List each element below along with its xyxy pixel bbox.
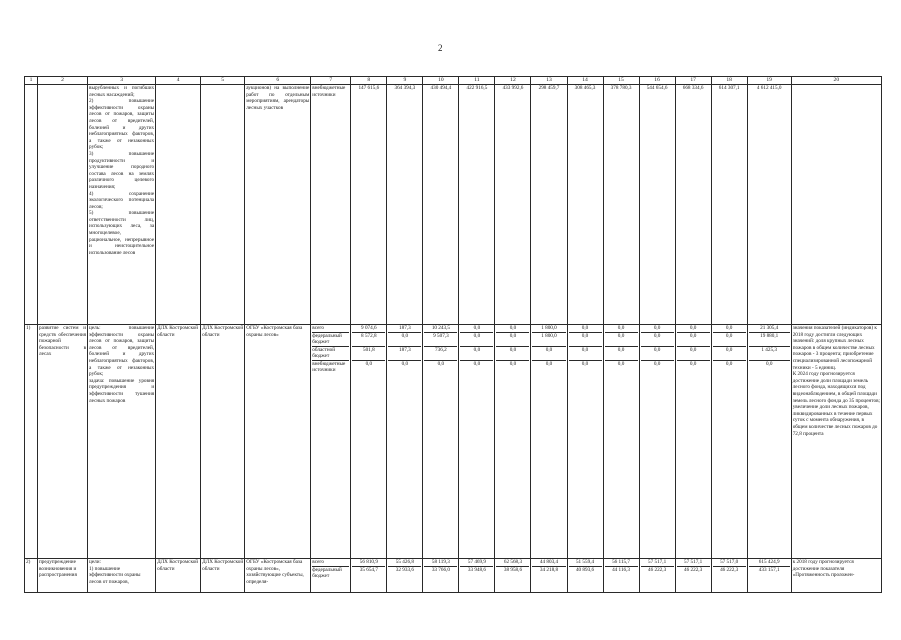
amount-cell [567,325,603,559]
amount-cell [423,559,459,593]
amount-value: 0,0 [605,347,638,361]
column-number: 9 [387,77,423,85]
column-number: 1 [25,77,38,85]
amount-value: 0,0 [569,333,602,347]
goals-tasks: вырубленных и погибших лесных насаждений; 2) повышение эффективности охраны лесов от пожаров, защиты лесов от вредителей, болезней и других неблагоприятных факторов, а также от незаконных рубок; 3) повышение продуктивности и улучшение породного состава лесов на землях различного целевого назначения; 4) сохранение экологического потенциала лесов; 5) повышение ответственности лиц, использующих леса, за многоцелевое, рациональное, непрерывное и неистощительное использование лесов [88,85,156,325]
column-number: 20 [791,77,881,85]
funding-source: внебюджетные источники [312,360,346,374]
amount-value: 0,0 [653,360,661,367]
amount-value: 1 800,0 [532,325,565,333]
amount-value: 40 893,6 [575,566,595,573]
goals-tasks: цель: повышение эффективности охраны лесов от пожаров, защиты лесов от вредителей, болезней и других неблагоприятных факторов, а также от незаконных рубок; задача: повышение уровня предупреждения и эффективности тушения лесных пожаров [88,325,156,559]
amount-value: 0,0 [569,347,602,361]
amount-value: 0,0 [725,360,733,367]
column-number: 5 [201,77,245,85]
amount-cell [423,85,459,325]
amount-value: 0,0 [401,360,409,367]
amount-cell [639,85,675,325]
amount-value: 736,2 [424,347,457,361]
amount-cell [387,325,423,559]
amount-value: 35 654,7 [359,566,378,573]
amount-value: 433 157,1 [758,566,780,573]
event-name: предупреждение возникновения и распространения [38,559,88,593]
amount-value: 4 612 415,0 [756,85,782,91]
column-number: 17 [675,77,711,85]
amount-value: 0,0 [677,325,710,333]
amount-value: 308 465,3 [574,85,596,91]
funding-sources [311,559,351,593]
responsible-executor: ДЛХ Костромской области [156,559,201,593]
column-number: 8 [351,77,387,85]
amount-value: 1 425,3 [749,347,790,361]
amount-value: 34 218,8 [539,566,559,573]
amount-value: 0,0 [460,325,493,333]
column-number: 11 [459,77,495,85]
indicators: к 2018 году прогнозируется достижение показателя «Протяженность проложен- [791,559,881,593]
row-number: 1) [25,325,38,559]
amount-value: 46 222,3 [648,566,667,573]
amount-value: 0,0 [713,333,746,347]
table-row [25,325,882,559]
amount-cell [495,85,531,325]
amount-value: 44 803,4 [532,559,565,567]
amount-cell [495,325,531,559]
amount-value: 0,0 [677,347,710,361]
participants: аукционов) на выполнение работ по отдельным мероприятиям, арендаторы лесных участков [245,85,311,325]
amount-value: 501,8 [352,347,385,361]
column-number: 15 [603,77,639,85]
indicators: значения показателей (индикаторов) к 2018 году достигли следующих значений: доля крупных лесных пожаров в общем количестве лесных пожаров - 3 процента; приобретение специализированной лесопожарной техники - 5 единиц. К 2024 году прогнозируется достижение доли площади земель лесного фонда, находящихся под видеонаблюдением, в общей площади земель лесного фонда до 35 процентов; увеличение доли лесных пожаров, ликвидированных в течение первых суток с момента обнаружения, в общем количестве лесных пожаров до 72,8 процента [791,325,881,559]
amount-value: 0,0 [569,325,602,333]
amount-value: 0,0 [545,360,553,367]
column-number: 18 [711,77,747,85]
column-number-row [25,77,882,85]
amount-value: 9 074,6 [352,325,385,333]
amount-cell [603,559,639,593]
funding-source: областной бюджет [312,347,349,361]
amount-value: 0,0 [473,360,481,367]
amount-value: 0,0 [460,333,493,347]
column-number: 14 [567,77,603,85]
row-number: 2) [25,559,38,593]
amount-value: 58 119,3 [424,559,457,567]
event-name: развитие систем и средств обеспечения пожарной безопасности в лесах [38,325,88,559]
amount-value: 298 459,7 [538,85,560,91]
row-number [25,85,38,325]
column-number: 4 [156,77,201,85]
coordinator: ДЛХ Костромской области [201,325,245,559]
amount-cell [639,559,675,593]
coordinator: ДЛХ Костромской области [201,559,245,593]
goals-tasks: цели: 1) повышение эффективности охраны лесов от пожаров, [88,559,156,593]
amount-value: 56 810,9 [352,559,385,567]
column-number: 16 [639,77,675,85]
amount-value: 9 507,3 [424,333,457,347]
amount-value: 1 800,0 [532,333,565,347]
amount-cell [639,325,675,559]
amount-cell [423,325,459,559]
amount-value: 44 116,3 [612,566,631,573]
amount-value: 38 958,6 [503,566,523,573]
amount-value: 8 572,8 [352,333,385,347]
event-name [38,85,88,325]
amount-value: 0,0 [677,333,710,347]
amount-value: 0,0 [713,347,746,361]
amount-cell [387,85,423,325]
amount-value: 422 916,5 [466,85,488,91]
funding-source: всего [312,559,349,567]
amount-value: 0,0 [365,360,373,367]
amount-cell [351,85,387,325]
amount-cell [567,85,603,325]
amount-value: 0,0 [532,347,565,361]
amount-cell [567,559,603,593]
amount-value: 0,0 [689,360,697,367]
amount-value: 430 494,4 [430,85,452,91]
amount-value: 378 780,3 [610,85,632,91]
column-number: 6 [245,77,311,85]
funding-source: федеральный бюджет [312,333,349,347]
indicators [791,85,881,325]
amount-value: 0,0 [460,347,493,361]
amount-value: 0,0 [641,347,674,361]
amount-value: 544 654,6 [646,85,668,91]
funding-sources [311,325,351,559]
amount-value: 0,0 [765,360,773,367]
amount-value: 0,0 [641,333,674,347]
column-number: 3 [88,77,156,85]
amount-value: 615 424,9 [749,559,790,567]
amount-value: 51 559,4 [569,559,602,567]
column-number: 13 [531,77,567,85]
amount-cell [711,325,747,559]
amount-value: 614 307,1 [718,85,740,91]
funding-source: всего [312,325,349,333]
amount-value: 32 933,6 [395,566,414,573]
column-number: 7 [311,77,351,85]
amount-cell [459,559,495,593]
amount-value: 0,0 [496,347,529,361]
funding-sources [311,85,351,325]
amount-value: 187,3 [388,347,421,361]
amount-total [747,559,791,593]
amount-value: 364 394,3 [394,85,416,91]
amount-value: 33 766,0 [431,566,450,573]
amount-value: 10 243,5 [424,325,457,333]
amount-value: 33 948,6 [467,566,486,573]
funding-source: федеральный бюджет [312,566,342,580]
responsible-executor [156,85,201,325]
table-row [25,559,882,593]
coordinator [201,85,245,325]
column-number: 19 [747,77,791,85]
amount-value: 0,0 [388,333,421,347]
column-number: 10 [423,77,459,85]
amount-total [747,85,791,325]
amount-value: 57 517,1 [677,559,710,567]
amount-value: 46 222,3 [684,566,703,573]
amount-value: 0,0 [437,360,445,367]
funding-source: внебюджетные источники [312,85,346,98]
amount-value: 57 517,0 [713,559,746,567]
amount-value: 0,0 [581,360,589,367]
amount-cell [459,85,495,325]
amount-cell [495,559,531,593]
page-number: 2 [438,43,443,53]
amount-value: 46 222,3 [720,566,739,573]
amount-cell [603,325,639,559]
amount-value: 56 115,7 [605,559,638,567]
amount-value: 0,0 [641,325,674,333]
amount-value: 0,0 [496,325,529,333]
amount-value: 57 517,1 [641,559,674,567]
responsible-executor: ДЛХ Костромской области [156,325,201,559]
amount-cell [603,85,639,325]
participants: ОГБУ «Костромская база охраны лесов» [245,325,311,559]
amount-value: 668 334,6 [682,85,704,91]
amount-cell [387,559,423,593]
amount-cell [531,325,567,559]
amount-cell [675,559,711,593]
amount-value: 0,0 [713,325,746,333]
amount-value: 0,0 [496,333,529,347]
table-row [25,85,882,325]
amount-value: 57 469,9 [460,559,493,567]
amount-cell [531,85,567,325]
program-table [24,76,882,593]
amount-value: 147 615,6 [358,85,380,91]
amount-cell [675,325,711,559]
amount-value: 19 880,1 [749,333,790,347]
amount-value: 0,0 [605,325,638,333]
column-number: 12 [495,77,531,85]
amount-cell [459,325,495,559]
amount-cell [531,559,567,593]
amount-value: 0,0 [605,333,638,347]
amount-value: 62 568,3 [496,559,529,567]
amount-cell [351,325,387,559]
column-number: 2 [38,77,88,85]
amount-value: 433 992,6 [502,85,524,91]
amount-value: 187,3 [388,325,421,333]
amount-cell [675,85,711,325]
amount-cell [711,559,747,593]
amount-value: 0,0 [509,360,517,367]
amount-value: 0,0 [617,360,625,367]
amount-value: 21 305,4 [749,325,790,333]
amount-cell [351,559,387,593]
amount-value: 55 426,8 [388,559,421,567]
amount-cell [711,85,747,325]
amount-total [747,325,791,559]
participants: ОГБУ «Костромская база охраны лесов», хозяйствующие субъекты, определя- [245,559,311,593]
